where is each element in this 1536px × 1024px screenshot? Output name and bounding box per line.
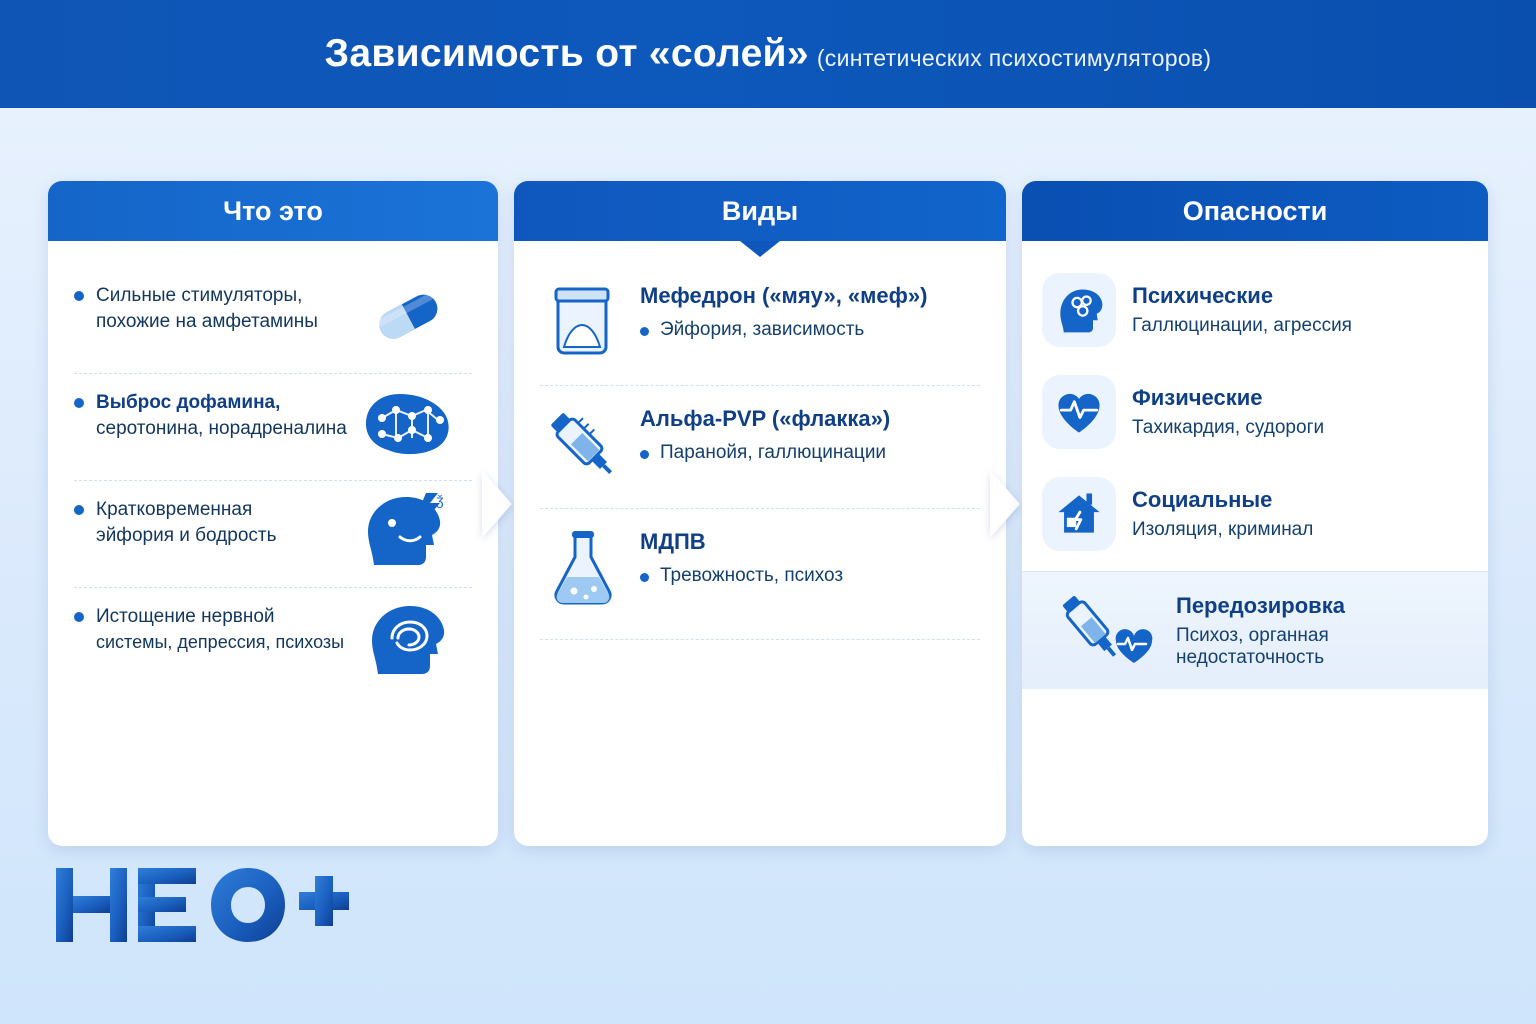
divider — [540, 639, 980, 640]
panel-what-is-it-header — [48, 181, 498, 241]
overdose-text — [1176, 593, 1345, 669]
heart-pulse-icon — [1042, 375, 1116, 449]
list-item-line1: Истощение нервной — [96, 606, 275, 627]
list-item-text — [1132, 487, 1313, 541]
list-item — [540, 385, 980, 508]
list-item-line1: Сильные стимуляторы, — [96, 285, 303, 306]
list-item — [1042, 463, 1468, 565]
svg-text:ǯ: ǯ — [436, 492, 444, 508]
type-title: Мефедрон («мяу», «меф») — [640, 283, 928, 308]
flask-icon — [540, 525, 626, 611]
list-item-text — [1132, 385, 1324, 439]
list-item-text — [1132, 283, 1352, 337]
bullet-icon — [74, 291, 84, 301]
list-item-text — [640, 525, 980, 587]
danger-title: Психические — [1132, 283, 1274, 308]
brain-network-icon — [348, 380, 468, 462]
bullet-icon — [74, 505, 84, 515]
list-item-line2: системы, депрессия, психозы — [96, 631, 345, 652]
type-subtitle: Паранойя, галлюцинации — [640, 442, 980, 464]
pill-icon — [348, 273, 468, 355]
powder-bag-icon — [540, 279, 626, 365]
list-item — [1042, 259, 1468, 361]
head-psyche-icon — [1042, 273, 1116, 347]
list-item-line2: эйфория и бодрость — [96, 524, 277, 546]
list-item — [1042, 361, 1468, 463]
flow-arrow-2 — [990, 470, 1020, 538]
list-item — [540, 508, 980, 631]
panel-types-title: Виды — [721, 195, 799, 226]
page-title — [325, 32, 1212, 76]
danger-title: Физические — [1132, 385, 1263, 410]
list-item — [74, 587, 472, 694]
overdose-subtitle-line2: недостаточность — [1176, 646, 1325, 668]
head-energy-icon — [348, 487, 468, 569]
panel-what-is-it-body — [48, 241, 498, 704]
list-item-text — [640, 279, 980, 341]
syringe-heart-icon — [1042, 589, 1162, 673]
bullet-icon — [74, 612, 84, 622]
danger-title: Социальные — [1132, 487, 1273, 512]
syringe-icon — [540, 402, 626, 488]
overdose-block — [1022, 571, 1488, 689]
list-item-line1: Кратковременная — [96, 499, 253, 520]
danger-subtitle: Тахикардия, судороги — [1132, 417, 1325, 438]
brand-logo — [52, 862, 352, 952]
overdose-title: Передозировка — [1176, 592, 1345, 618]
page-title-subtitle: (синтетических психостимуляторов) — [816, 45, 1212, 71]
type-subtitle: Тревожность, психоз — [640, 565, 980, 587]
panel-dangers-header — [1022, 181, 1488, 241]
panel-types-body — [514, 241, 1006, 662]
list-item-line1-strong: Выброс дофамина, — [96, 392, 281, 413]
list-item — [74, 480, 472, 587]
panel-types-header — [514, 181, 1006, 241]
danger-subtitle: Галлюцинации, агрессия — [1132, 315, 1352, 336]
page-header — [0, 0, 1536, 108]
panel-dangers — [1022, 181, 1488, 846]
bullet-icon — [74, 398, 84, 408]
list-item-text — [640, 402, 980, 464]
panel-types — [514, 181, 1006, 846]
panel-dangers-title: Опасности — [1182, 195, 1328, 226]
panel-types-notch — [740, 241, 780, 257]
list-item-line2: похожие на амфетамины — [96, 310, 318, 332]
head-brain-icon — [348, 594, 468, 676]
panel-what-is-it — [48, 181, 498, 846]
list-item-line2: серотонина, норадреналина — [96, 417, 347, 439]
panel-what-is-it-title: Что это — [223, 195, 323, 226]
list-item — [74, 373, 472, 480]
flow-arrow-1 — [482, 470, 512, 538]
broken-house-icon — [1042, 477, 1116, 551]
overdose-subtitle-line1: Психоз, органная — [1176, 624, 1329, 646]
type-subtitle: Эйфория, зависимость — [640, 319, 980, 341]
panel-dangers-body — [1022, 241, 1488, 565]
type-title: Альфа-PVP («флакка») — [640, 406, 891, 431]
type-title: МДПВ — [640, 529, 706, 554]
danger-subtitle: Изоляция, криминал — [1132, 519, 1314, 540]
list-item — [74, 267, 472, 373]
list-item — [540, 263, 980, 385]
page-title-main: Зависимость от «солей» — [324, 32, 809, 75]
